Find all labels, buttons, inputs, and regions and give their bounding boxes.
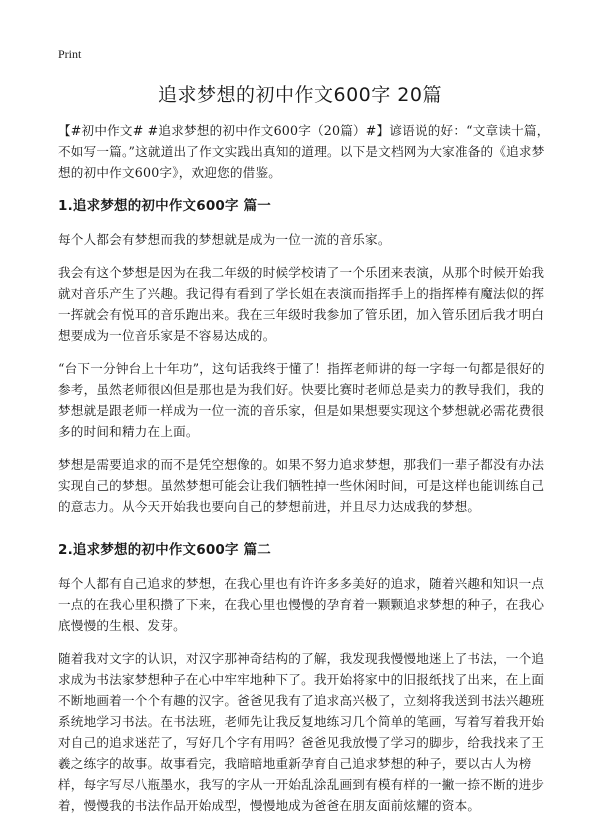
- article-body: [58, 120, 550, 828]
- intro-paragraph: 【#初中作文# #追求梦想的初中作文600字（20篇）#】谚语说的好：“文章读十篇，不如写一篇。”这就道出了作文实践出真知的道理。以下是文档网为大家准备的《追求梦想的初中作文600字》，欢迎您的借鉴。: [58, 123, 550, 180]
- section-gap: [58, 529, 550, 539]
- print-label[interactable]: Print: [58, 47, 82, 61]
- paragraph: 我会有这个梦想是因为在我二年级的时候学校请了一个乐团来表演，从那个时候开始我就对音乐产生了兴趣。我记得有看到了学长姐在表演而指挥手上的指挥棒有魔法似的挥一挥就会有悦耳的音乐跑出来。我在三年级时我参加了管乐团，加入管乐团后我才明白想要成为一位音乐家是不容易达成的。: [58, 265, 545, 343]
- paragraph: “台下一分钟台上十年功”，这句话我终于懂了！指挥老师讲的每一字每一句都是很好的参考，虽然老师很凶但是那也是为我们好。快要比赛时老师总是卖力的教导我们，我的梦想就是跟老师一样成为一位一流的音乐家，但是如果想要实现这个梦想就必需花费很多的时间和精力在上面。: [58, 361, 545, 439]
- section-heading: 2.追求梦想的初中作文600字 篇二: [58, 542, 272, 558]
- page-title: 追求梦想的初中作文600字 20篇: [158, 84, 442, 106]
- paragraph: 每个人都会有梦想而我的梦想就是成为一位一流的音乐家。: [58, 232, 391, 247]
- paragraph: 每个人都有自己追求的梦想，在我心里也有许许多多美好的追求，随着兴趣和知识一点一点的在我心里积攒了下来，在我心里也慢慢的孕育着一颗颗追求梦想的种子，在我心底慢慢的生根、发芽。: [58, 576, 545, 633]
- paragraph: 梦想是需要追求的而不是凭空想像的。如果不努力追求梦想，那我们一辈子都没有办法实现自己的梦想。虽然梦想可能会让我们牺牲掉一些休闲时间，可是这样也能训练自己的意志力。从今天开始我也要向自己的梦想前进，并且尽力达成我的梦想。: [58, 457, 545, 514]
- paragraph: 随着我对文字的认识，对汉字那神奇结构的了解，我发现我慢慢地迷上了书法，一个追求成为书法家梦想种子在心中牢牢地种下了。我开始将家中的旧报纸找了出来，在上面不断地画着一个个有趣的汉字。爸爸见我有了追求高兴极了，立刻将我送到书法兴趣班系统地学习书法。在书法班，老师先让我反复地练习几个简单的笔画，写着写着我开始对自己的追求迷茫了，写好几个字有用吗？爸爸见我放慢了学习的脚步，给我找来了王羲之练字的故事。故事看完，我暗暗地重新孕育自己追求梦想的种子，要以古人为榜样，每字写尽八瓶墨水，我写的字从一开始乱涂乱画到有模有样的一撇一捺不断的进步着，慢慢我的书法作品开始成型，慢慢地成为爸爸在朋友面前炫耀的资本。: [58, 651, 545, 813]
- section-heading: 1.追求梦想的初中作文600字 篇一: [58, 198, 272, 214]
